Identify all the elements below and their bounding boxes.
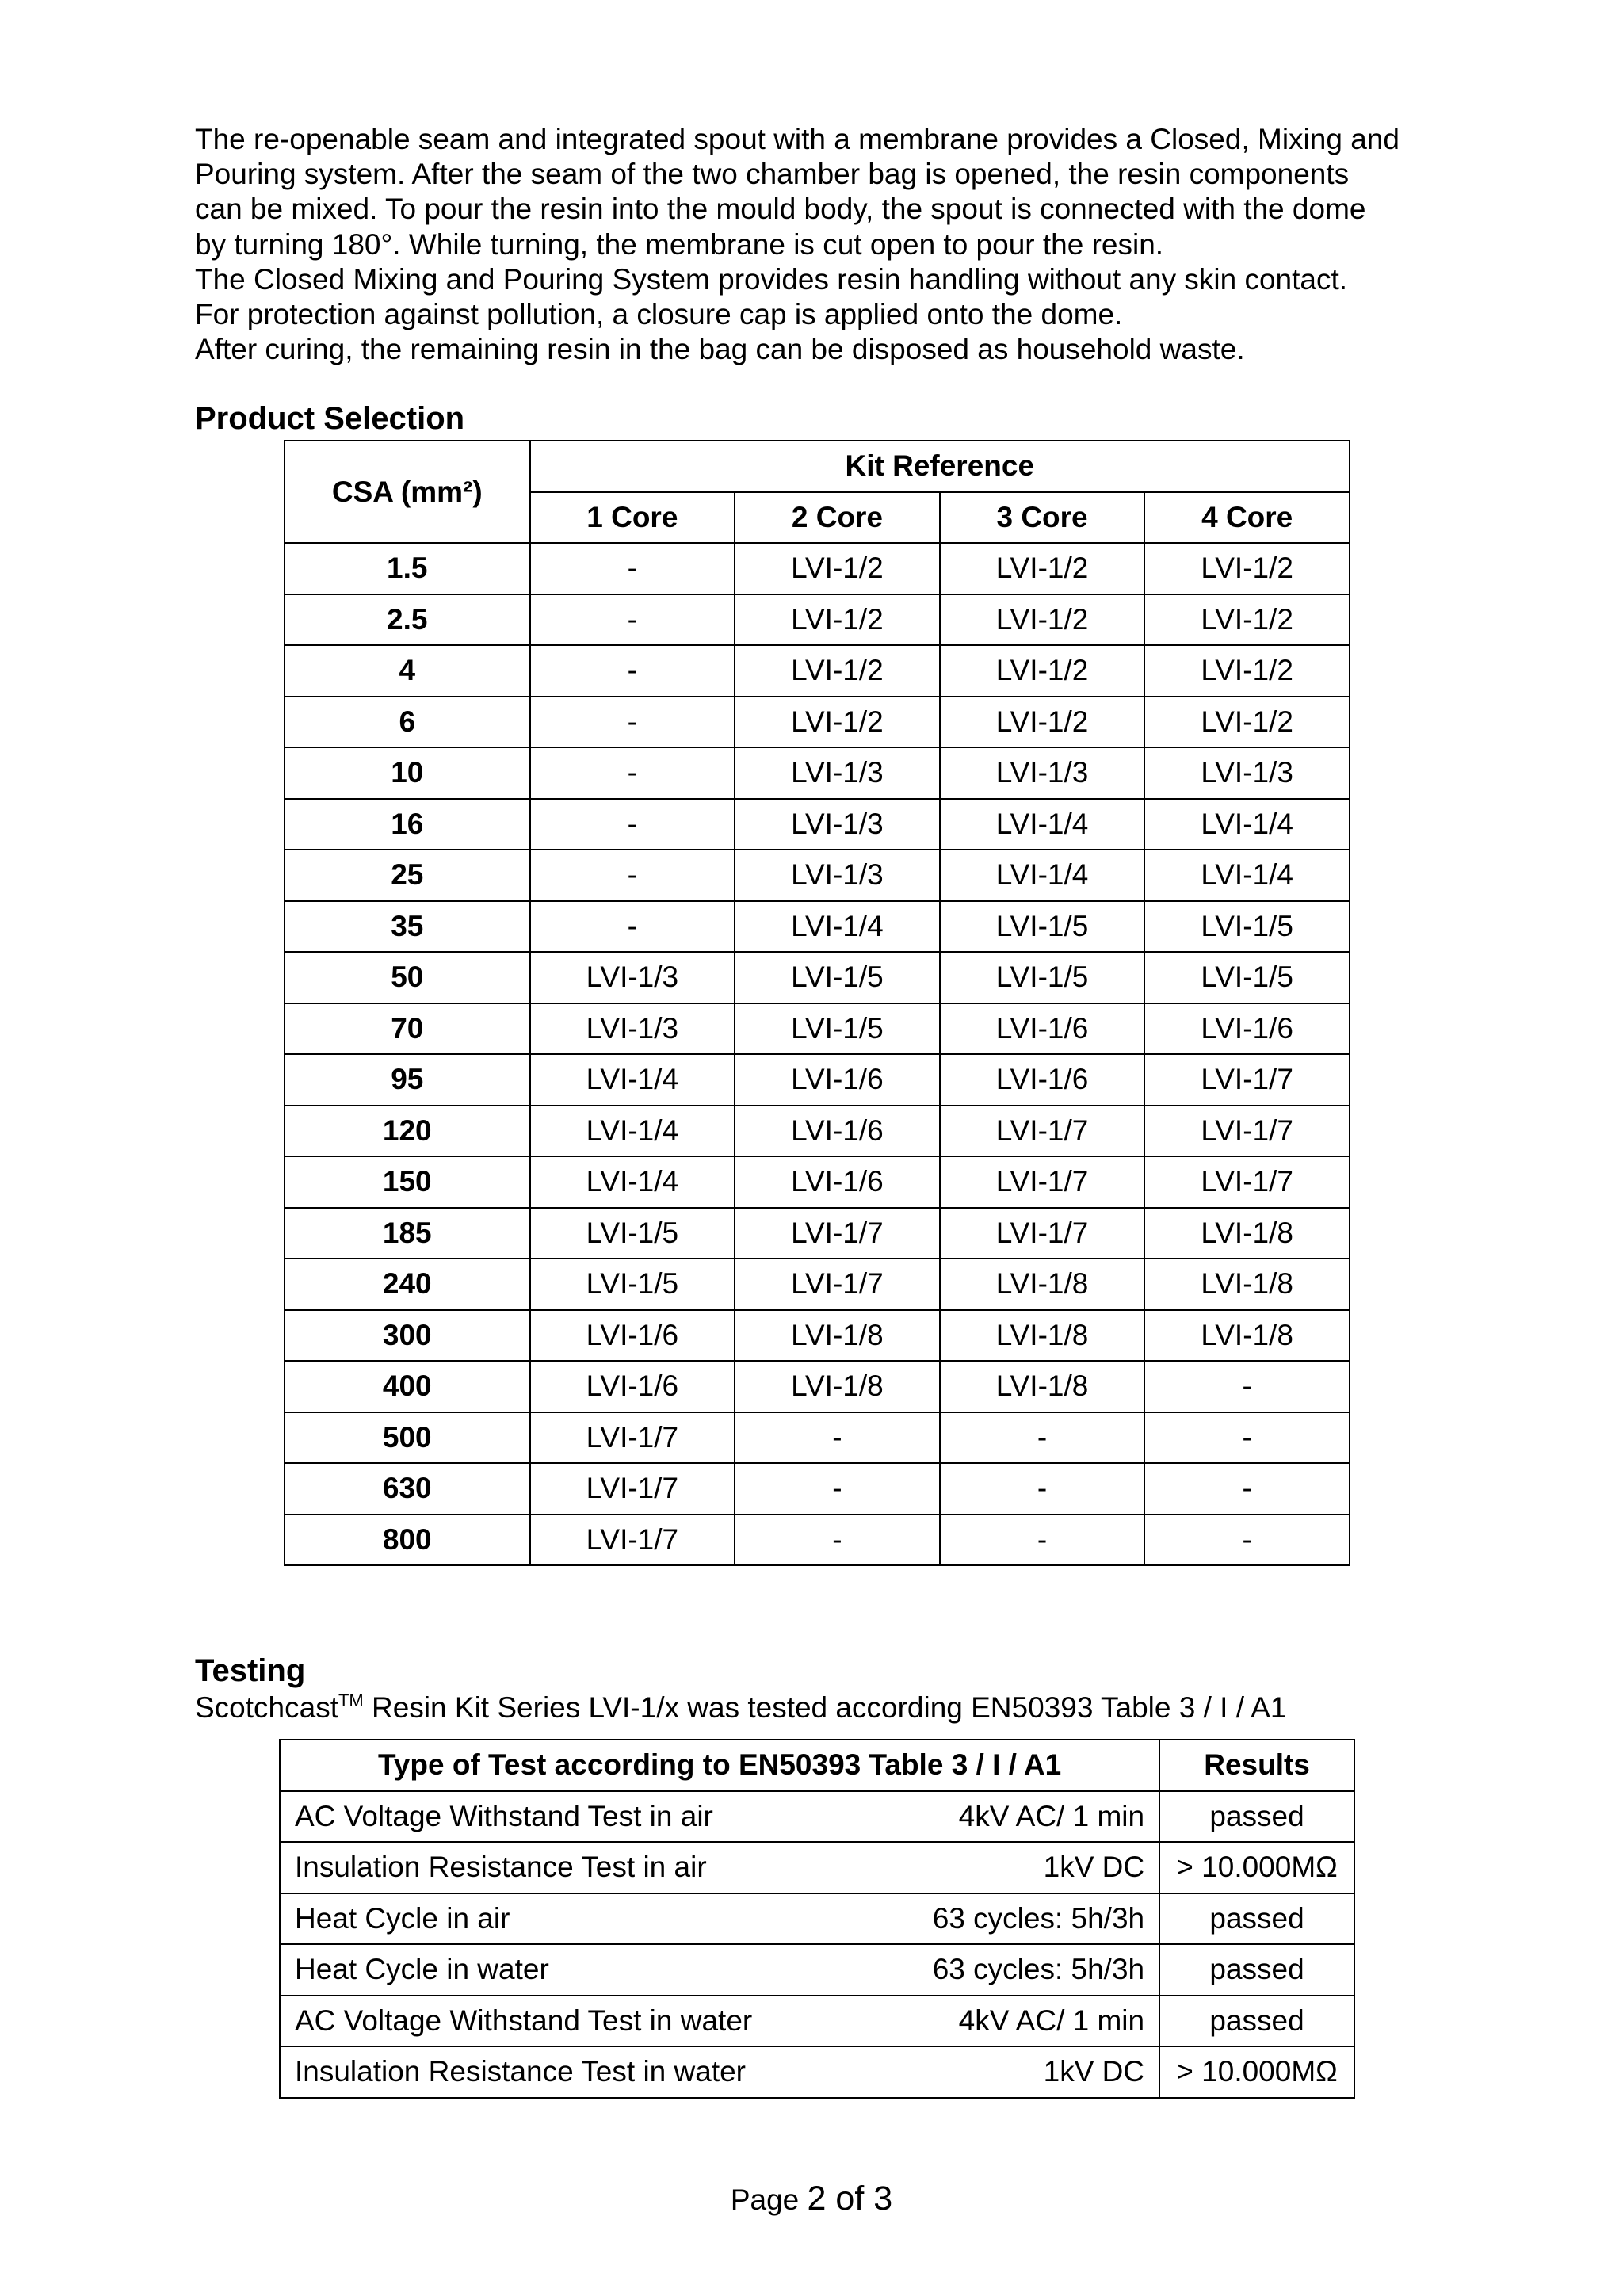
intro-line: For protection against pollution, a closure cap is applied onto the dome.	[195, 298, 1123, 331]
kit-reference-cell: LVI-1/4	[940, 850, 1145, 901]
csa-cell: 25	[285, 850, 530, 901]
core-header: 2 Core	[735, 492, 940, 544]
product-row	[285, 1259, 1350, 1310]
kit-reference-cell: LVI-1/2	[1144, 697, 1350, 748]
kit-reference-cell: -	[940, 1412, 1145, 1464]
product-selection-heading: Product Selection	[195, 401, 465, 436]
csa-cell: 95	[285, 1054, 530, 1106]
product-row	[285, 850, 1350, 901]
kit-reference-cell: LVI-1/6	[940, 1003, 1145, 1055]
kit-reference-cell: -	[530, 799, 735, 850]
test-row	[280, 1996, 1354, 2047]
csa-cell: 4	[285, 645, 530, 697]
product-row	[285, 1003, 1350, 1055]
test-condition-cell: 4kV AC/ 1 min	[896, 1791, 1159, 1843]
kit-reference-cell: LVI-1/2	[735, 645, 940, 697]
intro-paragraph	[195, 122, 1495, 367]
page-number: 2 of 3	[807, 2179, 893, 2218]
core-header: 4 Core	[1144, 492, 1350, 544]
intro-line: The re-openable seam and integrated spout with a membrane provides a Closed, Mixing and	[195, 123, 1400, 155]
test-row	[280, 1944, 1354, 1996]
test-name-cell: Insulation Resistance Test in water	[280, 2046, 896, 2098]
kit-reference-cell: LVI-1/5	[735, 952, 940, 1003]
test-result-cell: passed	[1159, 1791, 1354, 1843]
kit-reference-cell: LVI-1/2	[1144, 543, 1350, 594]
core-header: 1 Core	[530, 492, 735, 544]
kit-reference-cell: LVI-1/7	[1144, 1156, 1350, 1208]
kit-reference-cell: -	[530, 645, 735, 697]
kit-reference-cell: LVI-1/2	[940, 645, 1145, 697]
kit-reference-cell: LVI-1/3	[940, 747, 1145, 799]
csa-cell: 185	[285, 1208, 530, 1259]
kit-reference-cell: LVI-1/7	[940, 1156, 1145, 1208]
test-row	[280, 1791, 1354, 1843]
kit-reference-cell: LVI-1/6	[530, 1361, 735, 1412]
product-row	[285, 1054, 1350, 1106]
kit-reference-cell: -	[940, 1515, 1145, 1566]
kit-reference-cell: LVI-1/8	[735, 1310, 940, 1362]
csa-cell: 70	[285, 1003, 530, 1055]
product-row	[285, 1412, 1350, 1464]
kit-reference-cell: LVI-1/8	[1144, 1259, 1350, 1310]
kit-reference-cell: LVI-1/2	[940, 543, 1145, 594]
core-header: 3 Core	[940, 492, 1145, 544]
kit-reference-cell: LVI-1/4	[1144, 799, 1350, 850]
kit-reference-cell: LVI-1/3	[1144, 747, 1350, 799]
csa-cell: 50	[285, 952, 530, 1003]
product-row	[285, 697, 1350, 748]
kit-reference-cell: LVI-1/5	[1144, 901, 1350, 953]
kit-reference-header: Kit Reference	[530, 441, 1350, 492]
kit-reference-cell: LVI-1/3	[735, 850, 940, 901]
testing-table	[279, 1739, 1355, 2099]
intro-line: by turning 180°. While turning, the membrane is cut open to pour the resin.	[195, 227, 1164, 261]
kit-reference-cell: LVI-1/8	[940, 1310, 1145, 1362]
kit-reference-cell: LVI-1/4	[530, 1156, 735, 1208]
kit-reference-cell: -	[530, 543, 735, 594]
kit-reference-cell: -	[530, 901, 735, 953]
kit-reference-cell: -	[530, 697, 735, 748]
csa-cell: 630	[285, 1463, 530, 1515]
test-condition-cell: 1kV DC	[896, 1842, 1159, 1893]
kit-reference-cell: LVI-1/6	[735, 1106, 940, 1157]
kit-reference-cell: LVI-1/3	[735, 799, 940, 850]
test-row	[280, 2046, 1354, 2098]
kit-reference-cell: LVI-1/5	[530, 1259, 735, 1310]
test-name-cell: AC Voltage Withstand Test in air	[280, 1791, 896, 1843]
product-row	[285, 1515, 1350, 1566]
test-name-cell: Heat Cycle in water	[280, 1944, 896, 1996]
kit-reference-cell: LVI-1/2	[940, 697, 1145, 748]
kit-reference-cell: LVI-1/2	[735, 594, 940, 646]
product-row	[285, 1156, 1350, 1208]
kit-reference-cell: LVI-1/8	[1144, 1208, 1350, 1259]
kit-reference-cell: LVI-1/2	[1144, 645, 1350, 697]
kit-reference-cell: LVI-1/8	[735, 1361, 940, 1412]
kit-reference-cell: LVI-1/2	[735, 697, 940, 748]
test-row	[280, 1842, 1354, 1893]
kit-reference-cell: LVI-1/5	[1144, 952, 1350, 1003]
kit-reference-cell: -	[940, 1463, 1145, 1515]
kit-reference-cell: LVI-1/6	[530, 1310, 735, 1362]
kit-reference-cell: -	[530, 594, 735, 646]
page-label: Page	[730, 2183, 800, 2216]
kit-reference-cell: -	[1144, 1463, 1350, 1515]
test-name-cell: Insulation Resistance Test in air	[280, 1842, 896, 1893]
kit-reference-cell: LVI-1/7	[940, 1106, 1145, 1157]
kit-reference-cell: LVI-1/7	[735, 1208, 940, 1259]
kit-reference-cell: LVI-1/2	[1144, 594, 1350, 646]
kit-reference-cell: LVI-1/3	[530, 952, 735, 1003]
product-selection-table	[284, 440, 1350, 1566]
test-name-cell: AC Voltage Withstand Test in water	[280, 1996, 896, 2047]
csa-header: CSA (mm²)	[285, 441, 530, 543]
kit-reference-cell: LVI-1/7	[735, 1259, 940, 1310]
kit-reference-cell: LVI-1/3	[735, 747, 940, 799]
test-condition-cell: 63 cycles: 5h/3h	[896, 1944, 1159, 1996]
brand-name: Scotchcast	[195, 1691, 338, 1724]
test-name-cell: Heat Cycle in air	[280, 1893, 896, 1945]
kit-reference-cell: LVI-1/4	[530, 1054, 735, 1106]
test-result-cell: passed	[1159, 1944, 1354, 1996]
kit-reference-cell: LVI-1/6	[1144, 1003, 1350, 1055]
product-row	[285, 799, 1350, 850]
csa-cell: 1.5	[285, 543, 530, 594]
kit-reference-cell: -	[530, 747, 735, 799]
csa-cell: 10	[285, 747, 530, 799]
kit-reference-cell: LVI-1/4	[530, 1106, 735, 1157]
product-row	[285, 594, 1350, 646]
kit-reference-cell: -	[1144, 1412, 1350, 1464]
kit-reference-cell: LVI-1/4	[940, 799, 1145, 850]
test-result-cell: passed	[1159, 1893, 1354, 1945]
kit-reference-cell: -	[1144, 1361, 1350, 1412]
csa-cell: 500	[285, 1412, 530, 1464]
kit-reference-cell: LVI-1/7	[530, 1412, 735, 1464]
page-footer	[0, 2179, 1623, 2218]
product-table-body	[285, 543, 1350, 1565]
test-condition-cell: 63 cycles: 5h/3h	[896, 1893, 1159, 1945]
product-row	[285, 1106, 1350, 1157]
kit-reference-cell: LVI-1/2	[940, 594, 1145, 646]
product-row	[285, 901, 1350, 953]
csa-cell: 300	[285, 1310, 530, 1362]
kit-reference-cell: LVI-1/8	[940, 1361, 1145, 1412]
kit-reference-cell: LVI-1/5	[735, 1003, 940, 1055]
kit-reference-cell: LVI-1/4	[735, 901, 940, 953]
subtitle-text: Resin Kit Series LVI-1/x was tested according EN50393 Table 3 / I / A1	[363, 1691, 1287, 1724]
csa-cell: 120	[285, 1106, 530, 1157]
product-row	[285, 645, 1350, 697]
test-result-cell: > 10.000MΩ	[1159, 1842, 1354, 1893]
kit-reference-cell: LVI-1/5	[530, 1208, 735, 1259]
csa-cell: 6	[285, 697, 530, 748]
csa-cell: 400	[285, 1361, 530, 1412]
kit-reference-cell: LVI-1/6	[735, 1054, 940, 1106]
test-type-header: Type of Test according to EN50393 Table 3 / I / A1	[280, 1740, 1159, 1791]
test-result-cell: passed	[1159, 1996, 1354, 2047]
kit-reference-cell: -	[735, 1463, 940, 1515]
kit-reference-cell: LVI-1/7	[1144, 1054, 1350, 1106]
kit-reference-cell: -	[1144, 1515, 1350, 1566]
csa-cell: 800	[285, 1515, 530, 1566]
product-row	[285, 1463, 1350, 1515]
product-row	[285, 1361, 1350, 1412]
csa-cell: 2.5	[285, 594, 530, 646]
testing-heading: Testing	[195, 1653, 306, 1688]
csa-cell: 150	[285, 1156, 530, 1208]
intro-line: The Closed Mixing and Pouring System provides resin handling without any skin contact.	[195, 262, 1348, 296]
kit-reference-cell: LVI-1/2	[735, 543, 940, 594]
product-row	[285, 1310, 1350, 1362]
kit-reference-cell: LVI-1/3	[530, 1003, 735, 1055]
test-row	[280, 1893, 1354, 1945]
results-header: Results	[1159, 1740, 1354, 1791]
kit-reference-cell: LVI-1/8	[1144, 1310, 1350, 1362]
csa-cell: 35	[285, 901, 530, 953]
trademark-mark: TM	[338, 1690, 364, 1710]
product-row	[285, 1208, 1350, 1259]
product-row	[285, 543, 1350, 594]
test-result-cell: > 10.000MΩ	[1159, 2046, 1354, 2098]
product-row	[285, 747, 1350, 799]
kit-reference-cell: LVI-1/7	[530, 1515, 735, 1566]
kit-reference-cell: LVI-1/4	[1144, 850, 1350, 901]
kit-reference-cell: LVI-1/7	[940, 1208, 1145, 1259]
testing-table-body	[280, 1791, 1354, 2098]
kit-reference-cell: -	[735, 1515, 940, 1566]
csa-cell: 240	[285, 1259, 530, 1310]
product-row	[285, 952, 1350, 1003]
csa-cell: 16	[285, 799, 530, 850]
intro-line: After curing, the remaining resin in the bag can be disposed as household waste.	[195, 333, 1245, 366]
kit-reference-cell: LVI-1/8	[940, 1259, 1145, 1310]
test-condition-cell: 1kV DC	[896, 2046, 1159, 2098]
kit-reference-cell: LVI-1/6	[940, 1054, 1145, 1106]
kit-reference-cell: LVI-1/5	[940, 901, 1145, 953]
kit-reference-cell: LVI-1/7	[1144, 1106, 1350, 1157]
intro-line: can be mixed. To pour the resin into the mould body, the spout is connected with the dome	[195, 193, 1366, 226]
kit-reference-cell: LVI-1/6	[735, 1156, 940, 1208]
kit-reference-cell: LVI-1/7	[530, 1463, 735, 1515]
kit-reference-cell: LVI-1/5	[940, 952, 1145, 1003]
kit-reference-cell: -	[735, 1412, 940, 1464]
test-condition-cell: 4kV AC/ 1 min	[896, 1996, 1159, 2047]
testing-subtitle	[195, 1691, 1287, 1725]
intro-line: Pouring system. After the seam of the two chamber bag is opened, the resin components	[195, 158, 1350, 191]
kit-reference-cell: -	[530, 850, 735, 901]
